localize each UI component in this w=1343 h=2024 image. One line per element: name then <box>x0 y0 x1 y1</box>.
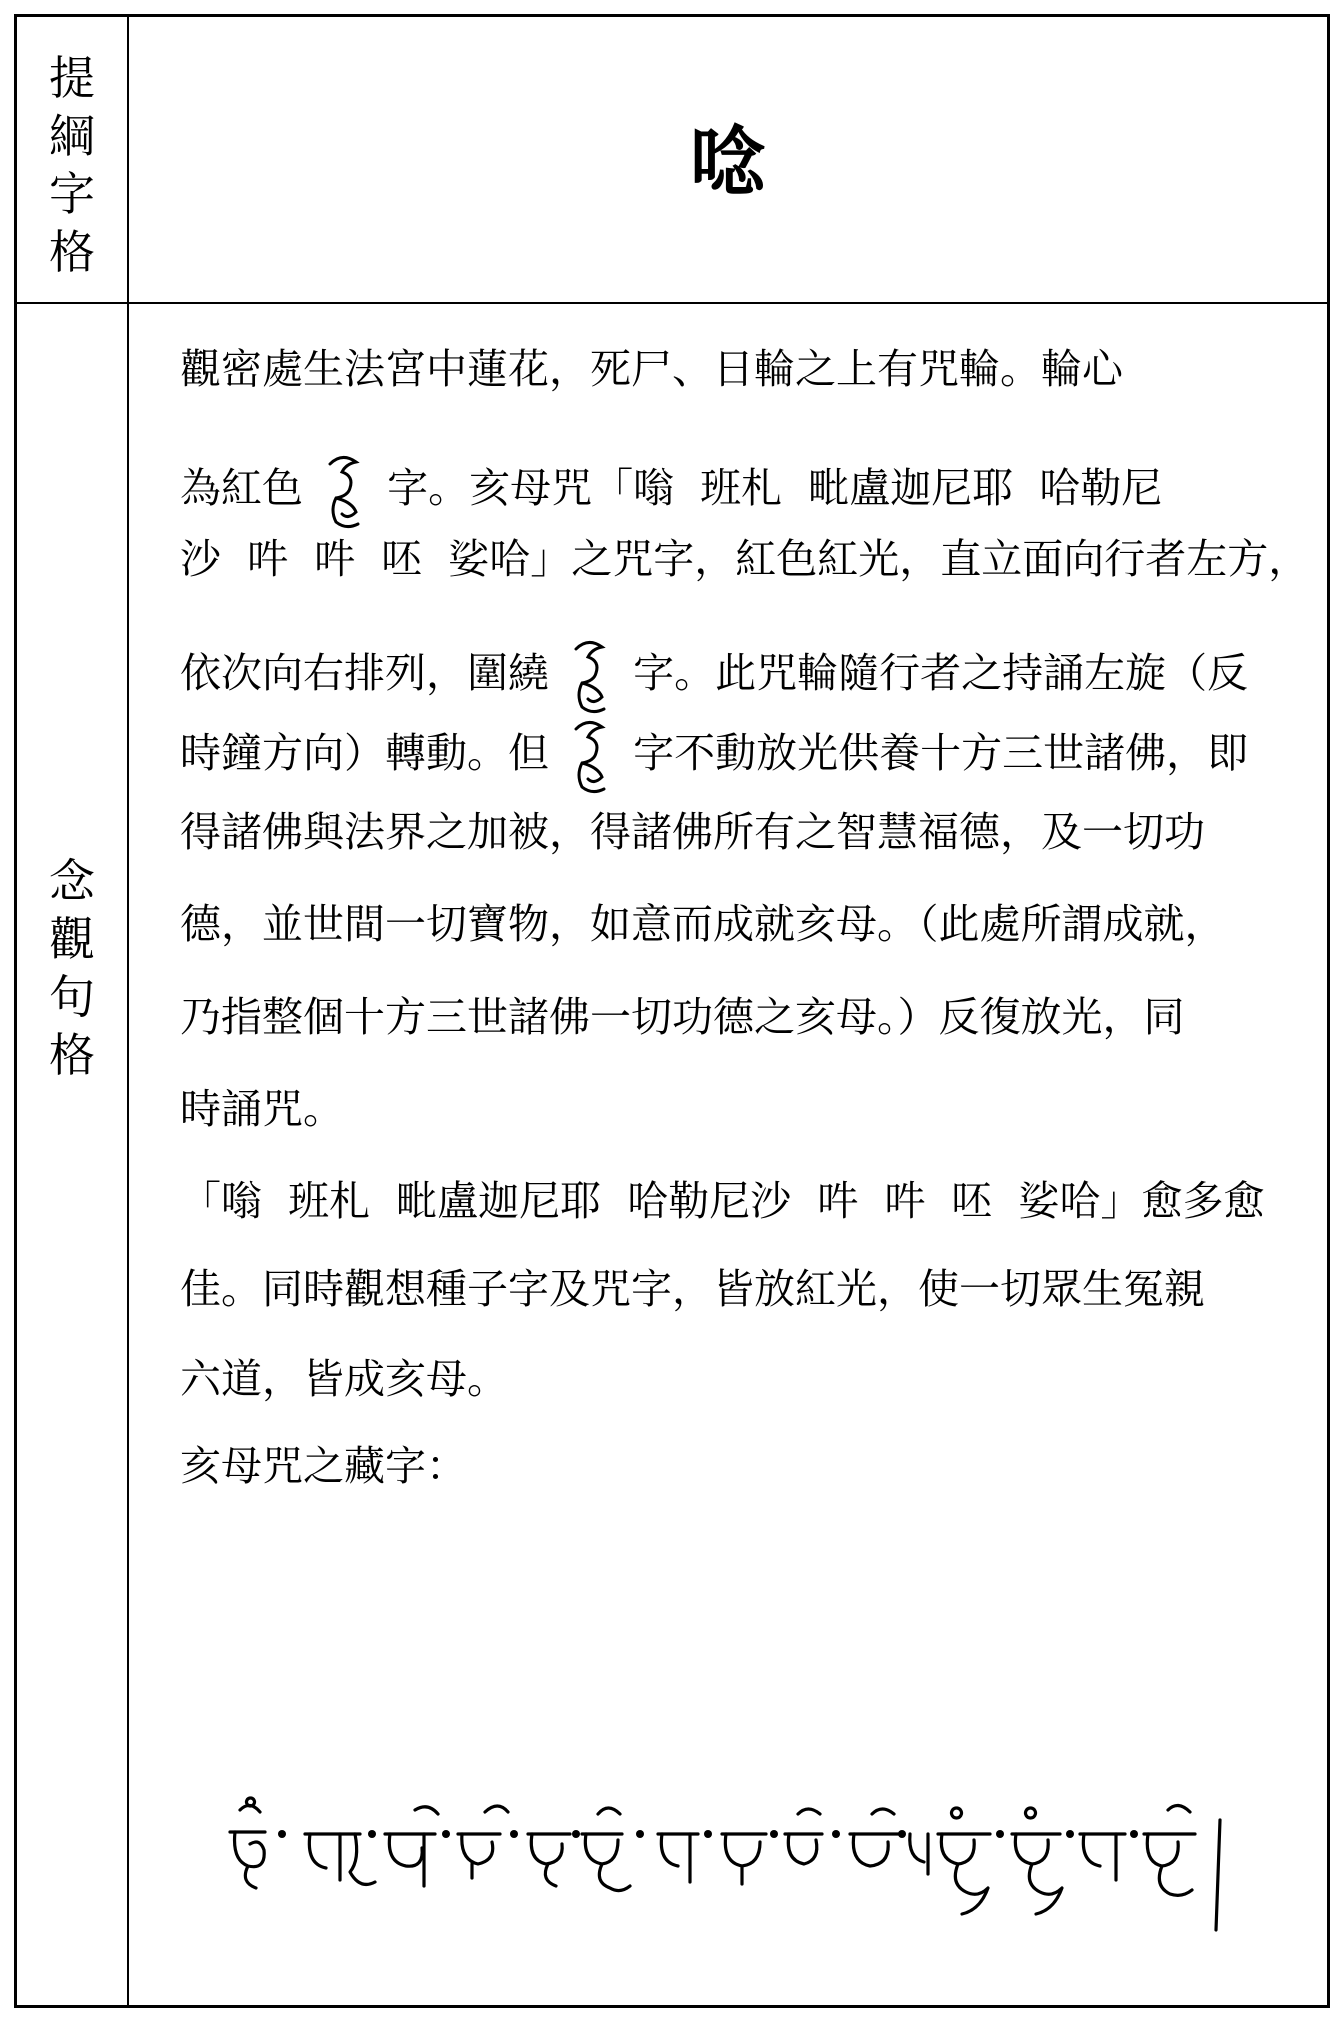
text-line: 「嗡 班札 毗盧迦尼耶 哈勒尼沙 吽 吽 呸 娑哈」愈多愈 <box>180 1177 1265 1225</box>
contemplation-label-char: 句 <box>49 970 95 1024</box>
text-line: 六道，皆成亥母。 <box>180 1355 508 1403</box>
text-line: 亥母咒之藏字： <box>180 1442 467 1490</box>
tibetan-mantra-image <box>210 1790 1270 1950</box>
text-line: 為紅色 字。亥母咒「嗡 班札 毗盧迦尼耶 哈勒尼 <box>180 450 1162 532</box>
text-line: 依次向右排列，圍繞 字。此咒輪隨行者之持誦左旋（反 <box>180 635 1248 717</box>
contemplation-label-char: 念 <box>49 854 95 908</box>
tibetan-seed-syllable-icon <box>568 715 614 797</box>
text-line: 時鐘方向）轉動。但 字不動放光供養十方三世諸佛，即 <box>180 715 1248 797</box>
text-line: 得諸佛與法界之加被，得諸佛所有之智慧福德，及一切功 <box>180 808 1205 856</box>
outline-label-char: 綱 <box>49 109 95 163</box>
text-line: 佳。同時觀想種子字及咒字，皆放紅光，使一切眾生冤親 <box>180 1265 1205 1313</box>
row-divider <box>17 302 1327 304</box>
text-line: 沙 吽 吽 呸 娑哈」之咒字，紅色紅光，直立面向行者左方， <box>180 535 1310 583</box>
text-line: 乃指整個十方三世諸佛一切功德之亥母。）反復放光，同 <box>180 993 1185 1041</box>
text-line: 時誦咒。 <box>180 1085 344 1133</box>
outline-label-char: 格 <box>49 225 95 279</box>
seed-syllable-title: 唸 <box>690 117 766 206</box>
outline-label-char: 字 <box>49 167 95 221</box>
contemplation-label-char: 觀 <box>49 912 95 966</box>
tibetan-seed-syllable-icon <box>322 450 368 532</box>
tibetan-seed-syllable-icon <box>568 635 614 717</box>
outline-label-char: 提 <box>49 51 95 105</box>
text-line: 觀密處生法宮中蓮花，死尸、日輪之上有咒輪。輪心 <box>180 345 1123 393</box>
text-line: 德，並世間一切寶物，如意而成就亥母。（此處所謂成就， <box>180 900 1226 948</box>
column-divider <box>127 17 129 2005</box>
contemplation-label-char: 格 <box>49 1028 95 1082</box>
outline-label <box>17 49 127 281</box>
contemplation-label <box>17 852 127 1084</box>
